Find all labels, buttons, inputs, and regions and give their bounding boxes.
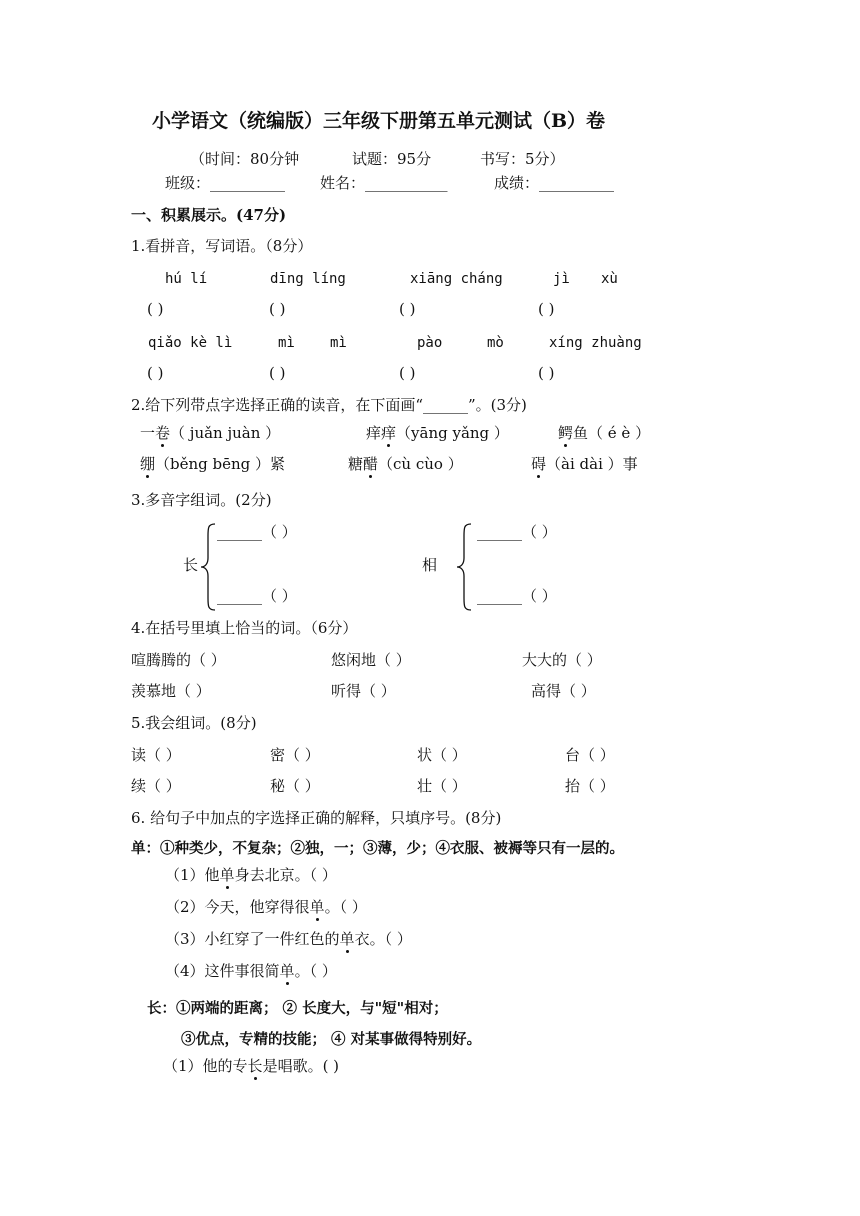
q1-pinyin-6b: mì [330,335,347,351]
q2-item-prefix: 一 [140,424,156,442]
q6-sentence[interactable] [163,1057,339,1075]
q1-pinyin-4b: xù [601,271,618,287]
dotted-char: 碍 [531,455,547,473]
sentence-text: 身去北京。（ ） [234,866,337,884]
q1-answer-box[interactable]: ( ) [399,364,416,382]
q5-blank[interactable]: 壮（ ） [417,777,467,795]
sentence-text: （3）小红穿了一件红色的 [165,930,340,948]
q1-pinyin-7a: pào [417,335,443,351]
dotted-char: 绷 [140,455,156,473]
dotted-char: 醋 [363,455,379,473]
q1-pinyin-7b: mò [487,335,504,351]
q2-item[interactable] [531,455,638,473]
q2-item-prefix: 痒 [366,424,382,442]
page-title: 小学语文（统编版）三年级下册第五单元测试（B）卷 [152,110,606,132]
q2-item-options: （běng bēng ）紧 [155,455,286,473]
q1-pinyin-5: qiǎo kè lì [148,335,233,351]
q4-blank[interactable]: 悠闲地（ ） [331,651,411,669]
dotted-char: 单 [309,898,325,916]
sentence-text: （1）他 [165,866,220,884]
sentence-text: 衣。（ ） [354,930,412,948]
q3-answer-line[interactable]: ______（ ） [477,523,557,541]
q2-item[interactable] [366,424,509,442]
q5-blank[interactable]: 台（ ） [565,746,615,764]
dotted-char: 长 [247,1057,263,1075]
brace-icon [199,522,217,612]
exam-score: 试题：95分 [352,150,432,168]
sentence-text: 是唱歌。( ) [262,1057,340,1075]
q2-item-options: （cù cùo ） [378,455,463,473]
section-heading: 一、积累展示。(47分) [131,206,287,224]
sentence-text: （2）今天，他穿得很 [165,898,310,916]
q5-blank[interactable]: 抬（ ） [565,777,615,795]
definition-chang: 长：①两端的距离； ② 长度大，与"短"相对； [147,1000,448,1017]
q4-blank[interactable]: 大大的（ ） [522,651,602,669]
exam-writing-score: 书写：5分） [480,150,565,168]
sentence-text: （1）他的专 [163,1057,248,1075]
q5-blank[interactable]: 状（ ） [417,746,467,764]
q5-blank[interactable]: 秘（ ） [270,777,320,795]
dotted-char: 痒 [381,424,397,442]
class-field[interactable]: 班级：__________ [165,174,286,192]
q2-item-options: 鱼（ é è ） [573,424,651,442]
q1-pinyin-1: hú lí [165,271,208,287]
q1-answer-box[interactable]: ( ) [399,300,416,318]
dotted-char: 卷 [155,424,171,442]
q5-blank[interactable]: 密（ ） [270,746,320,764]
q3-answer-line[interactable]: ______（ ） [217,587,297,605]
q2-item[interactable] [558,424,650,442]
definition-dan: 单：①种类少，不复杂；②独，一；③薄，少；④衣服、被褥等只有一层的。 [131,840,624,857]
dotted-char: 单 [339,930,355,948]
q4-blank[interactable]: 听得（ ） [331,682,396,700]
definition-chang-cont: ③优点，专精的技能； ④ 对某事做得特别好。 [181,1031,482,1048]
dotted-char: 单 [219,866,235,884]
q6-sentence[interactable] [165,962,337,980]
q4-title: 4.在括号里填上恰当的词。（6分） [131,619,358,637]
polyphone-char: 相 [422,556,438,574]
q4-blank[interactable]: 喧腾腾的（ ） [131,651,226,669]
q5-blank[interactable]: 读（ ） [131,746,181,764]
q3-title: 3.多音字组词。(2分) [131,491,272,509]
sentence-text: 。（ ） [294,962,337,980]
sentence-text: 。（ ） [324,898,367,916]
q4-blank[interactable]: 高得（ ） [531,682,596,700]
q1-answer-box[interactable]: ( ) [269,300,286,318]
q3-answer-line[interactable]: ______（ ） [217,523,297,541]
q2-item-options: （ài dài ）事 [546,455,638,473]
brace-icon [455,522,473,612]
q1-pinyin-2: dīng líng [270,271,346,287]
q1-pinyin-3: xiāng cháng [410,271,503,287]
polyphone-char: 长 [183,556,199,574]
q2-item[interactable] [348,455,463,473]
q1-pinyin-8: xíng zhuàng [549,335,642,351]
dotted-char: 单 [279,962,295,980]
q2-title: 2.给下列带点字选择正确的读音，在下面画“______”。(3分) [131,396,527,414]
q2-item[interactable] [140,424,280,442]
q1-answer-box[interactable]: ( ) [538,364,555,382]
q6-sentence[interactable] [165,930,412,948]
q3-answer-line[interactable]: ______（ ） [477,587,557,605]
q1-answer-box[interactable]: ( ) [147,300,164,318]
q2-item-options: （yāng yǎng ） [396,424,509,442]
q5-blank[interactable]: 续（ ） [131,777,181,795]
sentence-text: （4）这件事很简 [165,962,280,980]
exam-time: （时间：80分钟 [190,150,300,168]
q4-blank[interactable]: 羡慕地（ ） [131,682,211,700]
q5-title: 5.我会组词。(8分) [131,714,257,732]
name-field[interactable]: 姓名：___________ [320,174,448,192]
q2-item-options: （ juǎn juàn ） [170,424,281,442]
q1-pinyin-4a: jì [553,271,570,287]
q1-answer-box[interactable]: ( ) [538,300,555,318]
q1-answer-box[interactable]: ( ) [269,364,286,382]
q1-title: 1.看拼音，写词语。（8分） [131,237,313,255]
q6-sentence[interactable] [165,866,337,884]
q1-pinyin-6a: mì [278,335,295,351]
q1-answer-box[interactable]: ( ) [147,364,164,382]
q2-item-prefix: 糖 [348,455,364,473]
q6-title: 6. 给句子中加点的字选择正确的解释，只填序号。(8分) [131,809,502,827]
dotted-char: 鳄 [558,424,574,442]
q2-item[interactable] [140,455,285,473]
grade-field[interactable]: 成绩：__________ [494,174,615,192]
q6-sentence[interactable] [165,898,367,916]
